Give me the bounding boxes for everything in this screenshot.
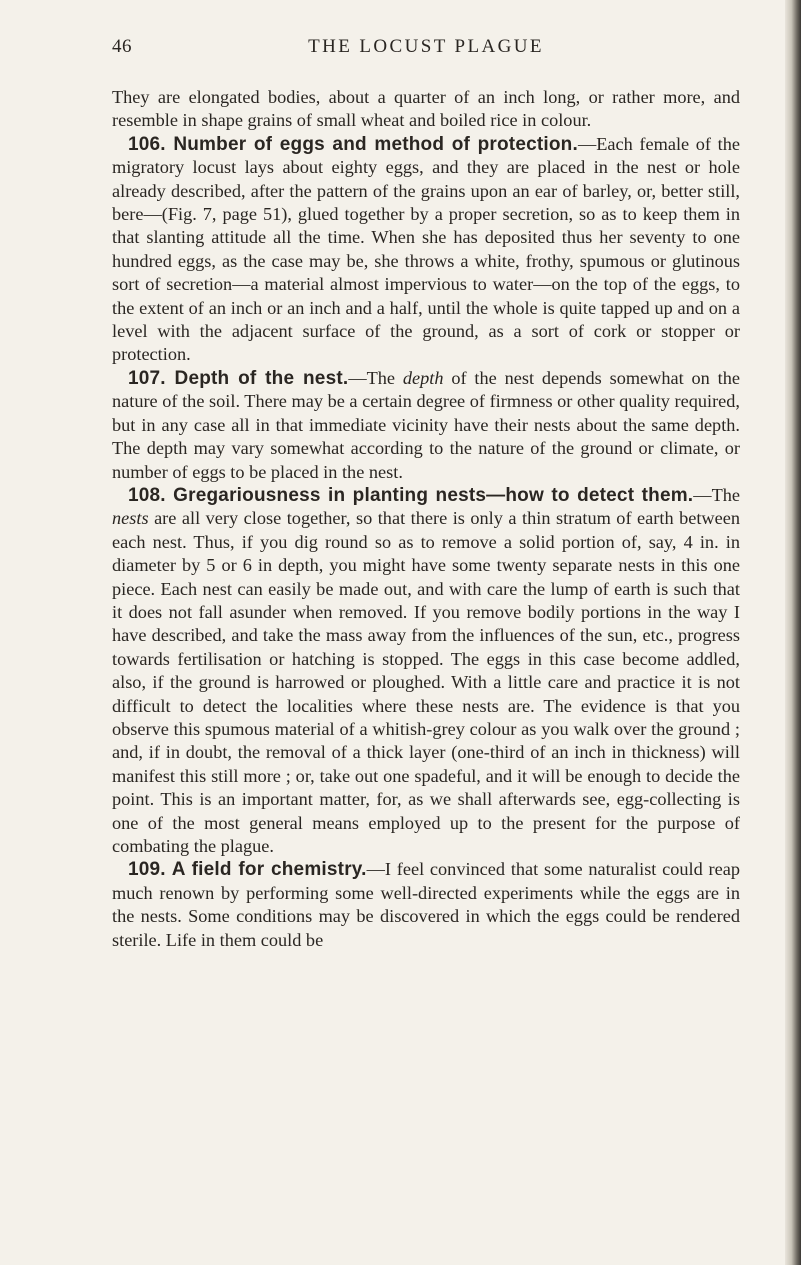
paragraph-text: —Each female of the migratory locust lays about eighty eggs, and they are placed in the nest or hole already described, after the pattern of the grains upon an ear of barley, or, better still, bere—(Fig. 7, page 51), glued together by a proper secretion, so as to keep them in that slanting attitude all the time. When she has deposited thus her seventy to one hundred eggs, as the case may be, she throws a white, frothy, spumous or glutinous sort of secretion—a material almost impervious to water—on the top of the eggs, to the extent of an inch or an inch and a half, until the whole is quite tapped up and on a level with the adjacent surface of the ground, as a sort of cork or stopper or protection.	[112, 133, 740, 365]
paragraph-text: —The	[348, 367, 403, 388]
paragraph-text: of the nest depends somewhat on the nature of the soil. There may be a certain degree of firmness or other quality required, but in any case all in that immediate vicinity have their nests about the same depth. The depth may vary somewhat according to the nature of the ground or climate, or number of eggs to be placed in the nest.	[112, 367, 740, 482]
page-number: 46	[112, 36, 132, 57]
paragraph-continuation	[112, 86, 740, 133]
section-107	[112, 367, 740, 484]
body-text	[112, 86, 740, 952]
italic-term: depth	[402, 367, 444, 388]
page-header	[112, 36, 740, 64]
page-edge-shadow	[785, 0, 801, 1265]
italic-term: nests	[112, 508, 149, 529]
paragraph-text: —I feel convinced that some naturalist could reap much renown by performing some well-directed experiments while the eggs are in the nests. Some conditions may be discovered in which the eggs could be rendered sterile. Life in them could be	[112, 859, 740, 950]
section-109	[112, 858, 740, 952]
section-106	[112, 133, 740, 367]
section-heading: 107. Depth of the nest.	[128, 367, 349, 389]
section-heading: 109. A field for chemistry.	[128, 859, 367, 881]
section-heading: 106. Number of eggs and method of protection.	[128, 133, 578, 155]
paragraph-text: are all very close together, so that there is only a thin stratum of earth between each nest. Thus, if you dig round so as to remove a solid portion of, say, 4 in. in diameter by 5 or 6 in depth, you might have some twenty separate nests in this one piece. Each nest can easily be made out, and with care the lump of earth is such that it does not fall asunder when removed. If you remove bodily portions in the way I have described, and take the mass away from the influences of the sun, etc., progress towards fertilisation or hatching is stopped. The eggs in this case become addled, also, if the ground is harrowed or ploughed. With a little care and practice it is not difficult to detect the localities where these nests are. The evidence is that you observe this spumous material of a whitish-grey colour as you walk over the ground ; and, if in doubt, the removal of a thick layer (one-third of an inch in thickness) will manifest this still more ; or, take out one spadeful, and it will be enough to decide the point. This is an important matter, for, as we shall afterwards see, egg-collecting is one of the most general means employed up to the present for the purpose of combating the plague.	[112, 508, 740, 856]
running-title: THE LOCUST PLAGUE	[308, 36, 544, 57]
paragraph-text: They are elongated bodies, about a quarter of an inch long, or rather more, and resemble in shape grains of small wheat and boiled rice in colour.	[112, 87, 740, 131]
section-108	[112, 484, 740, 859]
paragraph-text: —The	[693, 484, 740, 505]
section-heading: 108. Gregariousness in planting nests—how to detect them.	[128, 484, 694, 506]
